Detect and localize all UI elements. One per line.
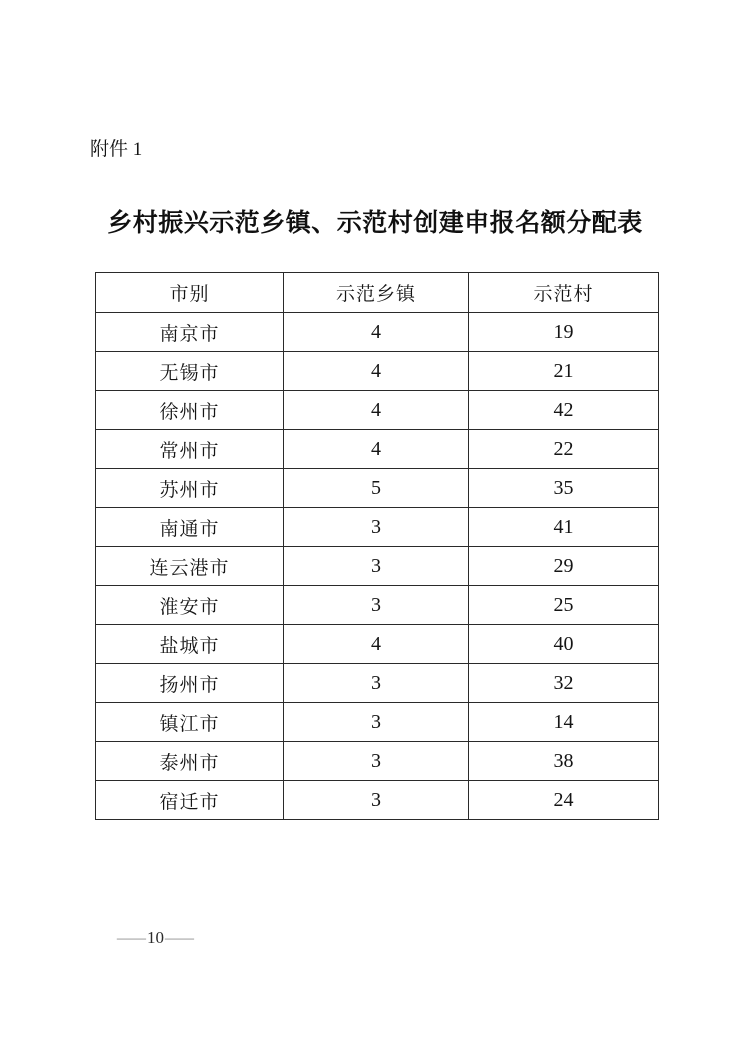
towns-cell: 4	[284, 430, 469, 469]
city-cell: 泰州市	[96, 742, 284, 781]
villages-cell: 25	[469, 586, 659, 625]
towns-cell: 3	[284, 664, 469, 703]
towns-cell: 4	[284, 625, 469, 664]
table-row	[96, 469, 659, 508]
city-cell: 镇江市	[96, 703, 284, 742]
villages-cell: 35	[469, 469, 659, 508]
towns-cell: 3	[284, 742, 469, 781]
table-row	[96, 586, 659, 625]
villages-cell: 38	[469, 742, 659, 781]
city-cell: 南京市	[96, 313, 284, 352]
villages-cell: 32	[469, 664, 659, 703]
city-cell: 无锡市	[96, 352, 284, 391]
villages-cell: 14	[469, 703, 659, 742]
table-row	[96, 664, 659, 703]
table-row	[96, 781, 659, 820]
towns-cell: 3	[284, 547, 469, 586]
table-row	[96, 352, 659, 391]
city-cell: 扬州市	[96, 664, 284, 703]
villages-cell: 41	[469, 508, 659, 547]
footer-dash-left: —	[117, 928, 146, 947]
villages-cell: 22	[469, 430, 659, 469]
city-cell: 苏州市	[96, 469, 284, 508]
towns-cell: 5	[284, 469, 469, 508]
header-cell-towns: 示范乡镇	[284, 273, 469, 313]
header-cell-city: 市别	[96, 273, 284, 313]
table-row	[96, 430, 659, 469]
city-cell: 盐城市	[96, 625, 284, 664]
city-cell: 徐州市	[96, 391, 284, 430]
table-body	[96, 313, 659, 820]
table-row	[96, 742, 659, 781]
villages-cell: 19	[469, 313, 659, 352]
header-cell-villages: 示范村	[469, 273, 659, 313]
page-number	[116, 928, 195, 948]
towns-cell: 4	[284, 352, 469, 391]
attachment-label: 附件 1	[90, 139, 143, 160]
villages-cell: 24	[469, 781, 659, 820]
table-row	[96, 625, 659, 664]
towns-cell: 4	[284, 391, 469, 430]
villages-cell: 21	[469, 352, 659, 391]
villages-cell: 42	[469, 391, 659, 430]
city-cell: 常州市	[96, 430, 284, 469]
table-row	[96, 391, 659, 430]
footer-page-number: 10	[147, 928, 164, 947]
villages-cell: 40	[469, 625, 659, 664]
table-row	[96, 547, 659, 586]
towns-cell: 3	[284, 508, 469, 547]
footer-dash-right: —	[165, 928, 194, 947]
towns-cell: 3	[284, 586, 469, 625]
table-row	[96, 703, 659, 742]
city-cell: 宿迁市	[96, 781, 284, 820]
towns-cell: 3	[284, 781, 469, 820]
page-title: 乡村振兴示范乡镇、示范村创建申报名额分配表	[107, 210, 643, 237]
city-cell: 连云港市	[96, 547, 284, 586]
towns-cell: 3	[284, 703, 469, 742]
villages-cell: 29	[469, 547, 659, 586]
towns-cell: 4	[284, 313, 469, 352]
allocation-table	[95, 272, 659, 820]
table-row	[96, 508, 659, 547]
city-cell: 南通市	[96, 508, 284, 547]
city-cell: 淮安市	[96, 586, 284, 625]
header-row	[96, 273, 659, 313]
table-header	[96, 273, 659, 313]
table-row	[96, 313, 659, 352]
